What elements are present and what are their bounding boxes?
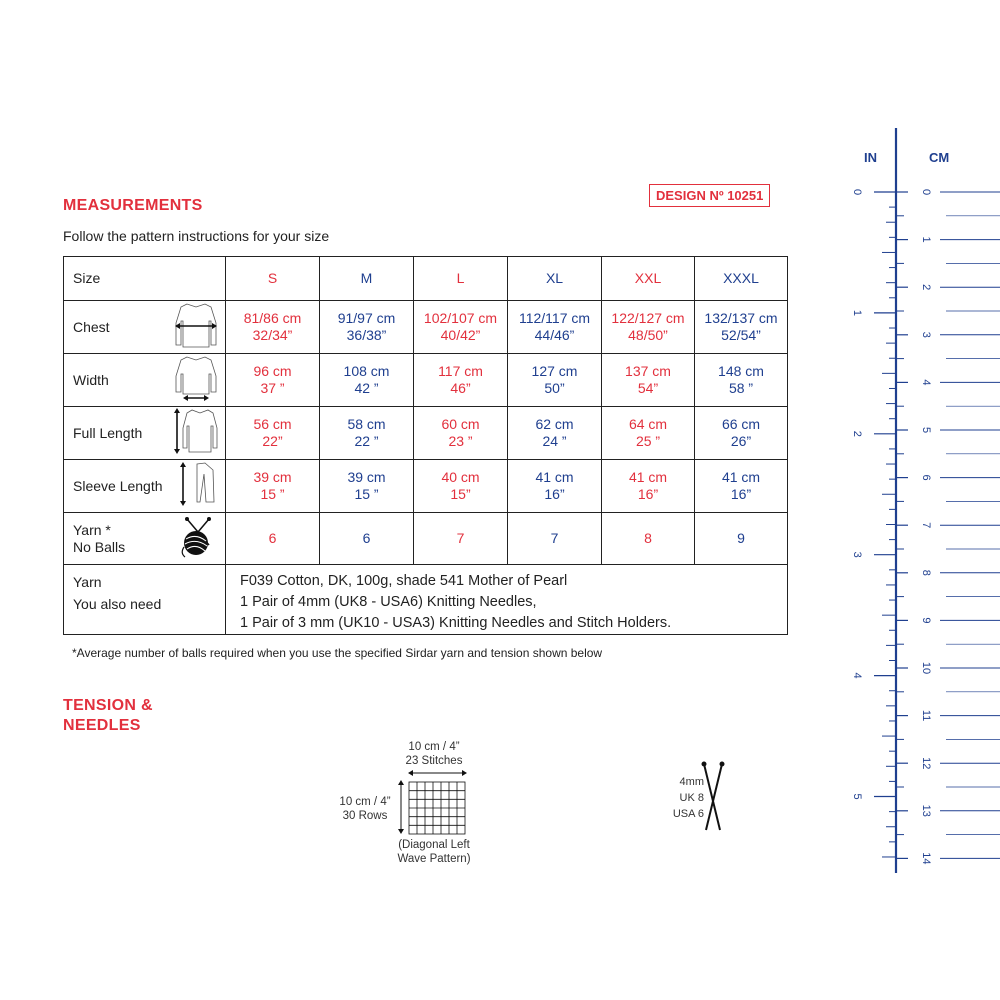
tension-title-line-2: NEEDLES: [63, 717, 141, 734]
width-label-cell: [64, 354, 226, 407]
chest-width-icon: [173, 301, 219, 353]
chest-cell: 122/127 cm 48/50”: [602, 301, 695, 354]
yarn-balls-cell: 6: [320, 513, 414, 565]
width-cell: 148 cm 58 ”: [695, 354, 788, 407]
width-cell: 127 cm 50”: [508, 354, 602, 407]
needles-line-1: 1 Pair of 4mm (UK8 - USA6) Knitting Needles,: [240, 594, 537, 610]
chest-cell: 102/107 cm 40/42”: [414, 301, 508, 354]
ruler-cm-label: 11: [920, 709, 932, 722]
tension-width-label: 10 cm / 4” 23 Stitches: [405, 741, 463, 767]
full-length-label: Full Length: [73, 424, 143, 441]
garment-width-icon: [173, 354, 219, 406]
yarn-details-label: Yarn: [73, 574, 102, 590]
sleeve-length-cell: 39 cm 15 ”: [226, 460, 320, 513]
yarn-balls-cell: 6: [226, 513, 320, 565]
table-row-width: [64, 354, 788, 407]
ruler-inch-label: 3: [851, 551, 863, 558]
yarn-balls-cell: 9: [695, 513, 788, 565]
chest-cell: 81/86 cm 32/34”: [226, 301, 320, 354]
needle-size-labels: 4mm UK 8 USA 6: [672, 776, 704, 820]
ruler-cm-label: 1: [920, 236, 932, 243]
ruler-cm-label: 10: [920, 661, 932, 675]
ruler-cm-label: 7: [920, 522, 932, 529]
yarn-value: F039 Cotton, DK, 100g, shade 541 Mother of Pearl: [240, 573, 568, 589]
full-length-label-cell: [64, 407, 226, 460]
sleeve-length-cell: 39 cm 15 ”: [320, 460, 414, 513]
ruler-cm-label: CM: [929, 150, 950, 165]
table-row-full-length: [64, 407, 788, 460]
ruler-cm-label: 4: [920, 379, 932, 386]
full-length-cell: 60 cm 23 ”: [414, 407, 508, 460]
ruler-in-label: IN: [864, 150, 877, 165]
also-need-label: You also need: [73, 596, 162, 612]
ruler-inch-label: 0: [851, 188, 863, 196]
full-length-icon: [173, 406, 219, 460]
tension-title: [63, 696, 153, 736]
yarn-ball-icon: [177, 515, 219, 563]
table-row-chest: [64, 301, 788, 354]
size-header-l: L: [414, 257, 508, 301]
ruler-cm-label: 5: [920, 426, 932, 434]
yarn-label: Yarn *: [73, 521, 111, 538]
table-row-sleeve-length: [64, 460, 788, 513]
width-cell: 96 cm 37 ”: [226, 354, 320, 407]
chest-cell: 91/97 cm 36/38”: [320, 301, 414, 354]
tension-swatch-diagram: [395, 768, 475, 840]
measuring-ruler: [830, 128, 1000, 873]
footnote: *Average number of balls required when you use the specified Sirdar yarn and tension shown below: [72, 646, 603, 660]
ruler-inch-label: 2: [851, 430, 863, 437]
ruler-cm-label: 12: [920, 757, 932, 770]
table-row-size: [64, 257, 788, 301]
sleeve-length-label-cell: [64, 460, 226, 513]
yarn-balls-cell: 8: [602, 513, 695, 565]
size-header-xxxl: XXXL: [695, 257, 788, 301]
chest-cell: 112/117 cm 44/46”: [508, 301, 602, 354]
ruler-cm-label: 8: [920, 569, 932, 576]
ruler-cm-label: 6: [920, 474, 932, 481]
measurements-table: [63, 256, 788, 635]
ruler-cm-label: 9: [920, 617, 932, 624]
full-length-cell: 58 cm 22 ”: [320, 407, 414, 460]
full-length-cell: 62 cm 24 ”: [508, 407, 602, 460]
measurements-title: MEASUREMENTS: [63, 197, 203, 214]
instructions-subtitle: Follow the pattern instructions for your size: [63, 228, 330, 244]
yarn-balls-cell: 7: [508, 513, 602, 565]
tension-title-line-1: TENSION &: [63, 697, 153, 714]
table-row-yarn-balls: [64, 513, 788, 565]
table-row-yarn-details: [64, 565, 788, 635]
width-cell: 117 cm 46”: [414, 354, 508, 407]
tension-height-label: 10 cm / 4” 30 Rows: [339, 796, 391, 822]
size-header-m: M: [320, 257, 414, 301]
ruler-cm-label: 3: [920, 331, 932, 338]
ruler-cm-label: 13: [920, 804, 932, 817]
ruler-cm-label: 14: [920, 852, 932, 865]
size-header-xxl: XXL: [602, 257, 695, 301]
design-number-badge: DESIGN Nº 10251: [649, 184, 770, 207]
no-balls-label: No Balls: [73, 538, 126, 555]
yarn-balls-label-cell: [64, 513, 226, 565]
yarn-balls-cell: 7: [414, 513, 508, 565]
chest-cell: 132/137 cm 52/54”: [695, 301, 788, 354]
yarn-details-label-cell: [64, 565, 226, 635]
chest-label-cell: [64, 301, 226, 354]
ruler-inch-label: 4: [851, 672, 863, 679]
sleeve-length-cell: 41 cm 16”: [602, 460, 695, 513]
ruler-cm-label: 2: [920, 284, 932, 291]
full-length-cell: 66 cm 26”: [695, 407, 788, 460]
ruler-cm-label: 0: [920, 188, 932, 196]
ruler-inch-label: 5: [851, 793, 863, 800]
sleeve-length-icon: [173, 460, 219, 512]
needles-line-2: 1 Pair of 3 mm (UK10 - USA3) Knitting Needles and Stitch Holders.: [240, 615, 672, 631]
chest-label: Chest: [73, 318, 110, 335]
size-header-s: S: [226, 257, 320, 301]
yarn-details-cell: [226, 565, 788, 635]
width-cell: 108 cm 42 ”: [320, 354, 414, 407]
full-length-cell: 64 cm 25 ”: [602, 407, 695, 460]
sleeve-length-cell: 41 cm 16”: [695, 460, 788, 513]
sleeve-length-cell: 40 cm 15”: [414, 460, 508, 513]
sleeve-length-label: Sleeve Length: [73, 477, 163, 494]
sleeve-length-cell: 41 cm 16”: [508, 460, 602, 513]
width-cell: 137 cm 54”: [602, 354, 695, 407]
full-length-cell: 56 cm 22”: [226, 407, 320, 460]
ruler-inch-label: 1: [851, 309, 863, 316]
tension-pattern-label: (Diagonal Left Wave Pattern): [397, 839, 471, 865]
knitting-needles-icon: [698, 760, 728, 834]
width-label: Width: [73, 371, 109, 388]
size-header-xl: XL: [508, 257, 602, 301]
size-label: Size: [64, 257, 226, 301]
